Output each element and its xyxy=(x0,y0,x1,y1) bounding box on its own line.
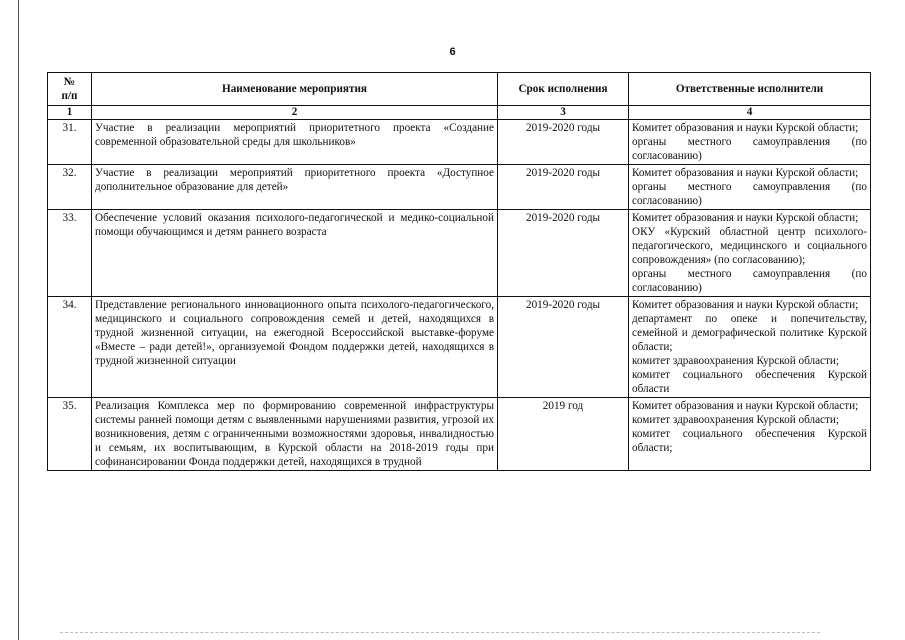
table-row xyxy=(48,210,871,297)
event-deadline: 2019-2020 годы xyxy=(498,120,629,165)
table-row xyxy=(48,297,871,398)
row-number: 34. xyxy=(48,297,92,398)
scan-artifact-line xyxy=(60,632,820,634)
responsible-list xyxy=(629,398,871,471)
header-number: № п/п xyxy=(48,73,92,106)
event-deadline: 2019 год xyxy=(498,398,629,471)
header-event-name: Наименование мероприятия xyxy=(92,73,498,106)
responsible-list xyxy=(629,165,871,210)
responsible-entry: органы местного самоуправления (по согласованию) xyxy=(632,268,867,294)
table-row xyxy=(48,165,871,210)
row-number: 33. xyxy=(48,210,92,297)
event-deadline: 2019-2020 годы xyxy=(498,297,629,398)
column-index-2: 2 xyxy=(92,106,498,120)
responsible-list xyxy=(629,297,871,398)
responsible-entry: органы местного самоуправления (по согласованию) xyxy=(632,136,867,162)
page-number: 6 xyxy=(449,46,456,58)
responsible-entry: комитет здравоохранения Курской области; xyxy=(632,355,839,367)
event-name: Участие в реализации мероприятий приоритетного проекта «Доступное дополнительное образование для детей» xyxy=(92,165,498,210)
header-responsible: Ответственные исполнители xyxy=(629,73,871,106)
responsible-entry: департамент по опеке и попечительству, семейной и демографической политике Курской области; xyxy=(632,313,867,353)
table-row xyxy=(48,120,871,165)
event-name: Реализация Комплекса мер по формированию современной инфраструктуры системы ранней помощи детям с выявленными нарушениями развития, угрозой их возникновения, детям с ограниченными возможностями здоровья, инвалидностью и семьям, их воспитывающим, в Курской области на 2018-2019 годы при софинансировании Фонда поддержки детей, находящихся в трудной xyxy=(92,398,498,471)
event-deadline: 2019-2020 годы xyxy=(498,165,629,210)
responsible-entry: комитет социального обеспечения Курской области; xyxy=(632,428,867,454)
scan-left-border xyxy=(18,0,19,640)
responsible-entry: ОКУ «Курский областной центр психолого-педагогического, медицинского и социального сопровождения» (по согласованию); xyxy=(632,226,867,266)
event-name: Участие в реализации мероприятий приоритетного проекта «Создание современной образовательной среды для школьников» xyxy=(92,120,498,165)
column-index-3: 3 xyxy=(498,106,629,120)
header-deadline: Срок исполнения xyxy=(498,73,629,106)
table-body xyxy=(48,120,871,471)
event-deadline: 2019-2020 годы xyxy=(498,210,629,297)
column-index-1: 1 xyxy=(48,106,92,120)
responsible-entry: Комитет образования и науки Курской области; xyxy=(632,400,859,412)
responsible-list xyxy=(629,210,871,297)
row-number: 31. xyxy=(48,120,92,165)
responsible-entry: комитет здравоохранения Курской области; xyxy=(632,414,839,426)
column-index-4: 4 xyxy=(629,106,871,120)
table-header-row xyxy=(48,73,871,106)
table-row xyxy=(48,398,871,471)
events-table xyxy=(47,72,871,471)
responsible-entry: Комитет образования и науки Курской области; xyxy=(632,167,859,179)
responsible-entry: Комитет образования и науки Курской области; xyxy=(632,212,859,224)
event-name: Обеспечение условий оказания психолого-педагогической и медико-социальной помощи обучающимся и детям раннего возраста xyxy=(92,210,498,297)
responsible-list xyxy=(629,120,871,165)
responsible-entry: органы местного самоуправления (по согласованию) xyxy=(632,181,867,207)
responsible-entry: Комитет образования и науки Курской области; xyxy=(632,299,859,311)
event-name: Представление регионального инновационного опыта психолого-педагогического, медицинского и социального сопровождения семей и детей, находящихся в трудной жизненной ситуации, на ежегодной Всероссийской выставке-форуме «Вместе – ради детей!», организуемой Фондом поддержки детей, находящихся в трудной жизненной ситуации xyxy=(92,297,498,398)
row-number: 32. xyxy=(48,165,92,210)
row-number: 35. xyxy=(48,398,92,471)
responsible-entry: комитет социального обеспечения Курской области xyxy=(632,369,867,395)
table-index-row xyxy=(48,106,871,120)
responsible-entry: Комитет образования и науки Курской области; xyxy=(632,122,859,134)
